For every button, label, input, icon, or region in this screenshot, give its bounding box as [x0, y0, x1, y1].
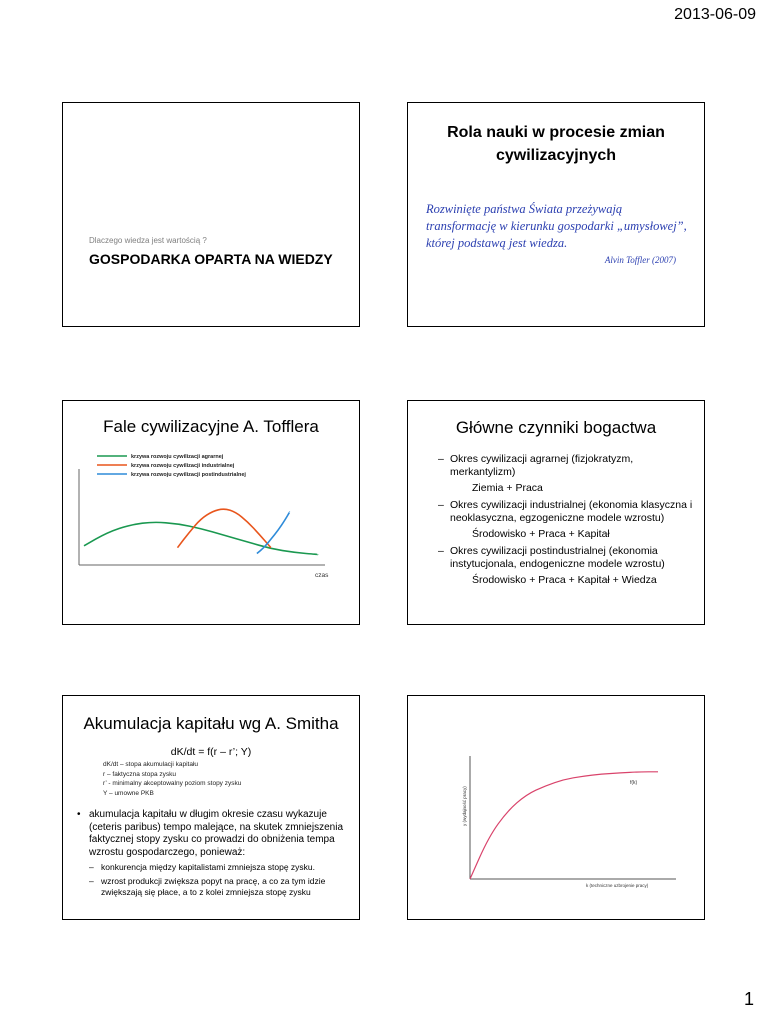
list-item: – Okres cywilizacji postindustrialnej (ekonomia instytucjonala, endogeniczne modele wzrostu): [438, 545, 665, 570]
production-function-chart: [408, 696, 704, 919]
x-axis-label: czas: [315, 572, 329, 579]
series-line: [84, 522, 318, 554]
sub-item: – wzrost produkcji zwiększa popyt na pracę, a co za tym idzie zwiększają się płace, a to z kolei zmniejsza stopę zysku: [89, 876, 347, 897]
slide-subtitle: Dlaczego wiedza jest wartością ?: [89, 236, 207, 245]
formula: dK/dt = f(r – r’; Y): [170, 746, 252, 758]
series-line: [470, 772, 658, 879]
slide-title: Główne czynniki bogactwa: [455, 418, 657, 437]
definition: r’ - minimalny akceptowalny poziom stopy zysku: [103, 780, 242, 787]
quote-author: Alvin Toffler (2007): [604, 255, 676, 265]
list-item-formula: Środowisko + Praca + Kapitał: [472, 528, 610, 540]
slide-6: [407, 695, 705, 920]
bullet-item: [77, 809, 347, 859]
x-axis-label: k (techniczne uzbrojenie pracy): [586, 883, 649, 888]
definition: dK/dt – stopa akumulacji kapitału: [103, 761, 199, 768]
page-date: 2013-06-09: [674, 6, 756, 23]
list-item-text: Okres cywilizacji postindustrialnej (ekonomia instytucjonala, endogeniczne modele wzrostu): [450, 545, 665, 570]
list-item: – Okres cywilizacji agrarnej (fizjokratyzm, merkantylizm): [438, 453, 634, 478]
definition: r – faktyczna stopa zysku: [103, 770, 176, 778]
wealth-factors-list: [438, 453, 700, 591]
legend-label: krzywa rozwoju cywilizacji postindustrialnej: [131, 472, 246, 478]
list-item-formula: Ziemia + Praca: [472, 482, 543, 494]
slide-title: Rola nauki w procesie zmian cywilizacyjnych: [447, 124, 665, 164]
series-label: f(k): [630, 780, 638, 786]
list-item-text: Okres cywilizacji industrialnej (ekonomia klasyczna i neoklasyczna, egzogeniczne modele wzrostu): [450, 499, 693, 524]
sub-item-text: konkurencja między kapitalistami zmniejsza stopę zysku.: [101, 862, 316, 872]
slide-title: Fale cywilizacyjne A. Tofflera: [103, 417, 319, 436]
list-item-formula: Środowisko + Praca + Kapitał + Wiedza: [472, 574, 657, 586]
y-axis-label: y (wydajność pracy): [462, 786, 467, 826]
quote-text: Rozwinięte państwa Świata przeżywają transformację w kierunku gospodarki „umysłowej”, której podstawą jest wiedza.: [426, 202, 687, 250]
list-item-text: Okres cywilizacji agrarnej (fizjokratyzm, merkantylizm): [450, 453, 634, 478]
slide-1: [62, 102, 360, 327]
definition: Y – umowne PKB: [103, 789, 154, 797]
waves-chart: [63, 401, 359, 624]
list-item: – Okres cywilizacji industrialnej (ekonomia klasyczna i neoklasyczna, egzogeniczne modele wzrostu): [438, 499, 693, 524]
bullet-text: akumulacja kapitału w długim okresie czasu wykazuje (ceteris paribus) tempo malejące, na skutek zmniejszenia faktycznej stopy zysku co prowadzi do obniżenia tempa wzrostu gospodarczego, ponieważ:: [89, 809, 343, 858]
slide-2: [407, 102, 705, 327]
legend-label: krzywa rozwoju cywilizacji agrarnej: [131, 454, 224, 460]
bullet-icon: •: [77, 809, 81, 820]
series-line: [257, 512, 290, 553]
slide-4: [407, 400, 705, 625]
formula-definitions: [103, 760, 241, 798]
slide-title: Akumulacja kapitału wg A. Smitha: [83, 714, 339, 733]
sub-item-text: wzrost produkcji zwiększa popyt na pracę, a co za tym idzie zwiększają się płace, a to z kolei zmniejsza stopę zysku: [101, 876, 326, 897]
slide-5: [62, 695, 360, 920]
slide-3: [62, 400, 360, 625]
slide-title: GOSPODARKA OPARTA NA WIEDZY: [89, 251, 333, 267]
legend-label: krzywa rozwoju cywilizacji industrialnej: [131, 463, 235, 469]
sub-item: – konkurencja między kapitalistami zmniejsza stopę zysku.: [89, 862, 347, 873]
series-line: [178, 509, 272, 547]
page-number: 1: [743, 989, 754, 1009]
